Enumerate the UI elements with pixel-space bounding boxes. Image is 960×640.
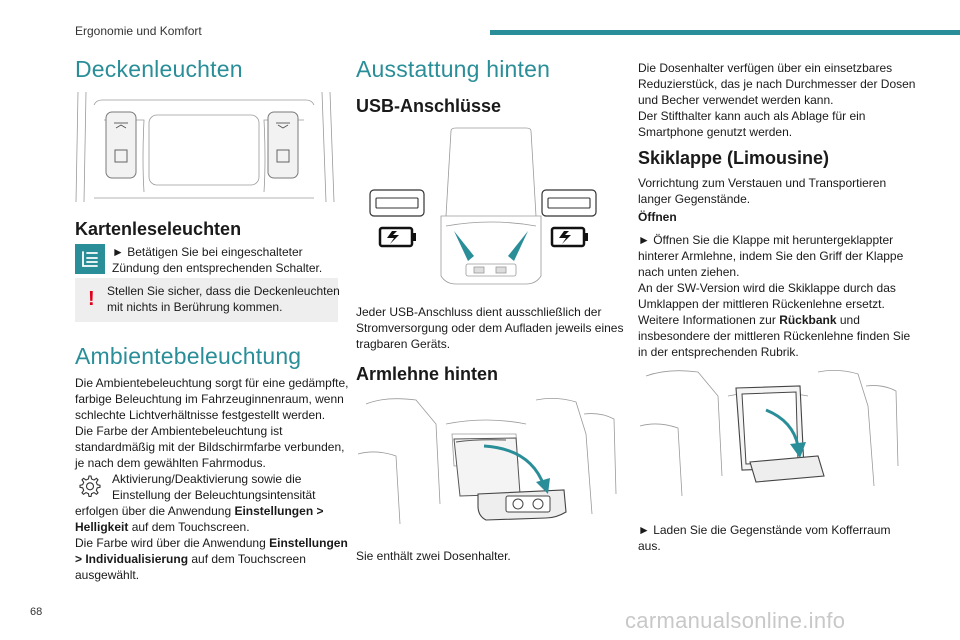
dosen-line-2: Reduzierstück, das je nach Durchmesser der Dosen (638, 77, 916, 91)
armlehne-text: Sie enthält zwei Dosenhalter. (356, 549, 511, 563)
ceiling-light-illustration (74, 90, 336, 205)
steering-wheel-controls-icon (75, 244, 105, 274)
amb-line-5: standardmäßig mit der Bildschirmfarbe verbunden, (75, 440, 345, 454)
ski-hatch-illustration (638, 366, 900, 501)
battery-charge-icon (552, 228, 588, 246)
watermark-text: carmanualsonline.info (625, 608, 846, 633)
laden-line-2: aus. (638, 539, 661, 553)
rear-armrest-illustration (356, 394, 618, 534)
note-line-1: Stellen Sie sicher, dass die Deckenleuchten (107, 284, 340, 298)
ski-line-6: An der SW-Version wird die Skiklappe durch das (638, 281, 896, 295)
header-accent-bar (490, 30, 960, 35)
ski-line-4: hinterer Armlehne, indem Sie den Griff der Klappe (638, 249, 904, 263)
ski-line-1: Vorrichtung zum Verstauen und Transportieren (638, 176, 887, 190)
amb-line-11: Die Farbe wird über die Anwendung Einstellungen (75, 536, 348, 550)
amb-line-4: Die Farbe der Ambientebeleuchtung ist (75, 424, 283, 438)
amb-line-8: Einstellung der Beleuchtungsintensität (112, 488, 316, 502)
amb-line-6: je nach dem gewählten Fahrmodus. (75, 456, 266, 470)
usb-ports-illustration (356, 126, 618, 291)
karten-step-line-1: ► Betätigen Sie bei eingeschalteter (112, 245, 303, 259)
ski-line-7: Umklappen der mittleren Rückenlehne ersetzt. (638, 297, 885, 311)
usb-line-1: Jeder USB-Anschluss dient ausschließlich der (356, 305, 602, 319)
heading-skiklappe: Skiklappe (Limousine) (638, 148, 830, 168)
running-header: Ergonomie und Komfort (75, 24, 202, 38)
amb-line-1: Die Ambientebeleuchtung sorgt für eine gedämpfte, (75, 376, 349, 390)
oeffnen-subheading: Öffnen (638, 210, 677, 224)
ski-line-5: nach unten ziehen. (638, 265, 740, 279)
dosen-line-5: Smartphone genutzt werden. (638, 125, 793, 139)
amb-line-12: > Individualisierung auf dem Touchscreen (75, 552, 306, 566)
dosen-line-4: Der Stifthalter kann auch als Ablage für ein (638, 109, 866, 123)
amb-line-3: schlechte Lichtverhältnisse festgestellt werden. (75, 408, 326, 422)
heading-armlehne-hinten: Armlehne hinten (356, 364, 499, 384)
heading-deckenleuchten: Deckenleuchten (75, 56, 243, 82)
ski-line-2: langer Gegenstände. (638, 192, 751, 206)
amb-line-10: Helligkeit auf dem Touchscreen. (75, 520, 250, 534)
amb-line-7: Aktivierung/Deaktivierung sowie die (112, 472, 302, 486)
battery-charge-icon (380, 228, 416, 246)
heading-ausstattung-hinten: Ausstattung hinten (356, 56, 551, 82)
ski-line-3: ► Öffnen Sie die Klappe mit heruntergeklappter (638, 233, 894, 247)
ski-line-8: Weitere Informationen zur Rückbank und (638, 313, 860, 327)
ski-line-10: in der entsprechenden Rubrik. (638, 345, 799, 359)
heading-usb-anschluesse: USB-Anschlüsse (356, 96, 502, 116)
dosen-line-1: Die Dosenhalter verfügen über ein einsetzbares (638, 61, 893, 75)
heading-kartenleseleuchten: Kartenleseleuchten (75, 219, 242, 239)
dosen-line-3: und Becher verwendet werden kann. (638, 93, 834, 107)
laden-line-1: ► Laden Sie die Gegenstände vom Kofferraum (638, 523, 891, 537)
page-number: 68 (30, 606, 43, 618)
settings-gear-icon (76, 473, 102, 499)
heading-ambientebeleuchtung: Ambientebeleuchtung (75, 343, 302, 369)
amb-line-2: farbige Beleuchtung im Fahrzeuginnenraum, wenn (75, 392, 344, 406)
warning-exclamation-icon: ! (88, 288, 95, 310)
ski-line-9: insbesondere der mittleren Rückenlehne finden Sie (638, 329, 911, 343)
note-line-2: mit nichts in Berührung kommen. (107, 300, 283, 314)
amb-line-9: erfolgen über die Anwendung Einstellungen > (75, 504, 324, 518)
usb-line-2: Stromversorgung oder dem Aufladen jeweils eines (356, 321, 624, 335)
karten-step-line-2: Zündung den entsprechenden Schalter. (112, 261, 323, 275)
usb-line-3: tragbaren Geräts. (356, 337, 451, 351)
amb-line-13: ausgewählt. (75, 568, 140, 582)
